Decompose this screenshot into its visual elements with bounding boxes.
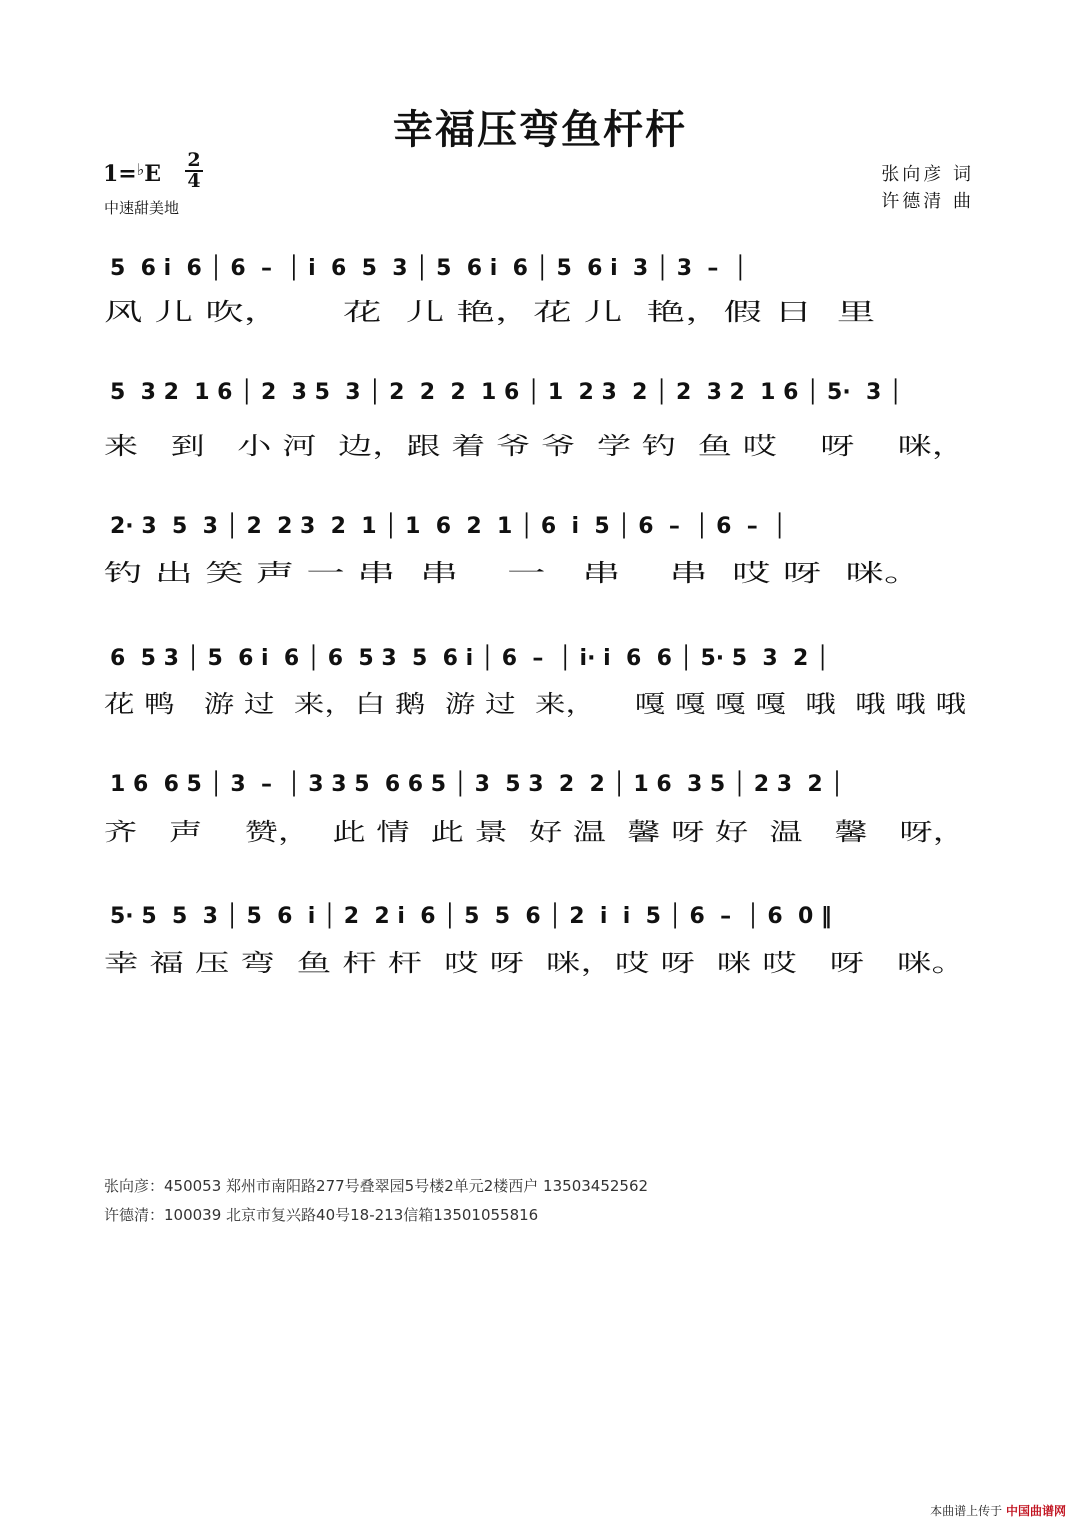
lyric-line-6: 幸 福 压 弯 鱼 杆 杆 哎 呀 咪，哎 呀 咪 哎 呀 咪。 [104,949,966,977]
lyricist-credit: 张向彦 词 [881,164,974,185]
lyric-line-4: 花 鸭 游 过 来，白 鹅 游 过 来， 嘎 嘎 嘎 嘎 哦 哦 哦 哦 [104,690,966,718]
key-signature [103,160,161,187]
meter-bottom: 4 [187,170,201,192]
notation-line-3: 2· 3 5 3 │ 2 2 3 2 1 │ 1 6 2 1 │ 6 i 5 │ 6 – │ 6 – │ [110,514,787,539]
composer-credit: 许德清 曲 [881,191,974,212]
lyric-line-1: 风 儿 吹， 花 儿 艳，花 儿 艳，假 日 里 [104,298,876,326]
lyric-line-5: 齐 声 赞， 此 情 此 景 好 温 馨 呀 好 温 馨 呀， [104,818,966,846]
tempo-marking: 中速甜美地 [104,199,180,217]
brand-logo-text: 中国曲谱网 [1005,1504,1066,1518]
upload-prefix: 本曲谱上传于 [930,1504,1003,1518]
key-letter: E [144,161,162,187]
upload-source [930,1502,1066,1519]
song-title: 幸福压弯鱼杆杆 [393,106,687,153]
notation-line-4: 6 5 3 │ 5 6 i 6 │ 6 5 3 5 6 i │ 6 – │ i· i 6 6 │ 5· 5 3 2 │ [110,646,830,671]
notation-line-5: 1 6 6 5 │ 3 – │ 3 3 5 6 6 5 │ 3 5 3 2 2 │ 1 6 3 5 │ 2 3 2 │ [110,772,844,797]
notation-line-2: 5 3 2 1 6 │ 2 3 5 3 │ 2 2 2 1 6 │ 1 2 3 2 │ 2 3 2 1 6 │ 5· 3 │ [110,380,903,405]
notation-line-6: 5· 5 5 3 │ 5 6 i │ 2 2 i 6 │ 5 5 6 │ 2 i i 5 │ 6 – │ 6 0 ‖ [110,904,832,929]
key-prefix: 1= [103,161,137,187]
lyric-line-2: 来 到 小 河 边，跟 着 爷 爷 学 钓 鱼 哎 呀 咪， [104,432,966,460]
lyric-line-3: 钓 出 笑 声 一 串 串 一 串 串 哎 呀 咪。 [104,559,923,587]
flat-sign: ♭ [136,160,145,179]
time-signature [185,149,203,192]
notation-line-1: 5 6 i 6 │ 6 – │ i 6 5 3 │ 5 6 i 6 │ 5 6 i 3 │ 3 – │ [110,256,747,281]
meter-top: 2 [187,149,201,171]
lyricist-address: 张向彦：450053 郑州市南阳路277号叠翠园5号楼2单元2楼西户 13503452562 [104,1177,649,1195]
composer-address: 许德清：100039 北京市复兴路40号18-213信箱13501055816 [104,1206,539,1224]
